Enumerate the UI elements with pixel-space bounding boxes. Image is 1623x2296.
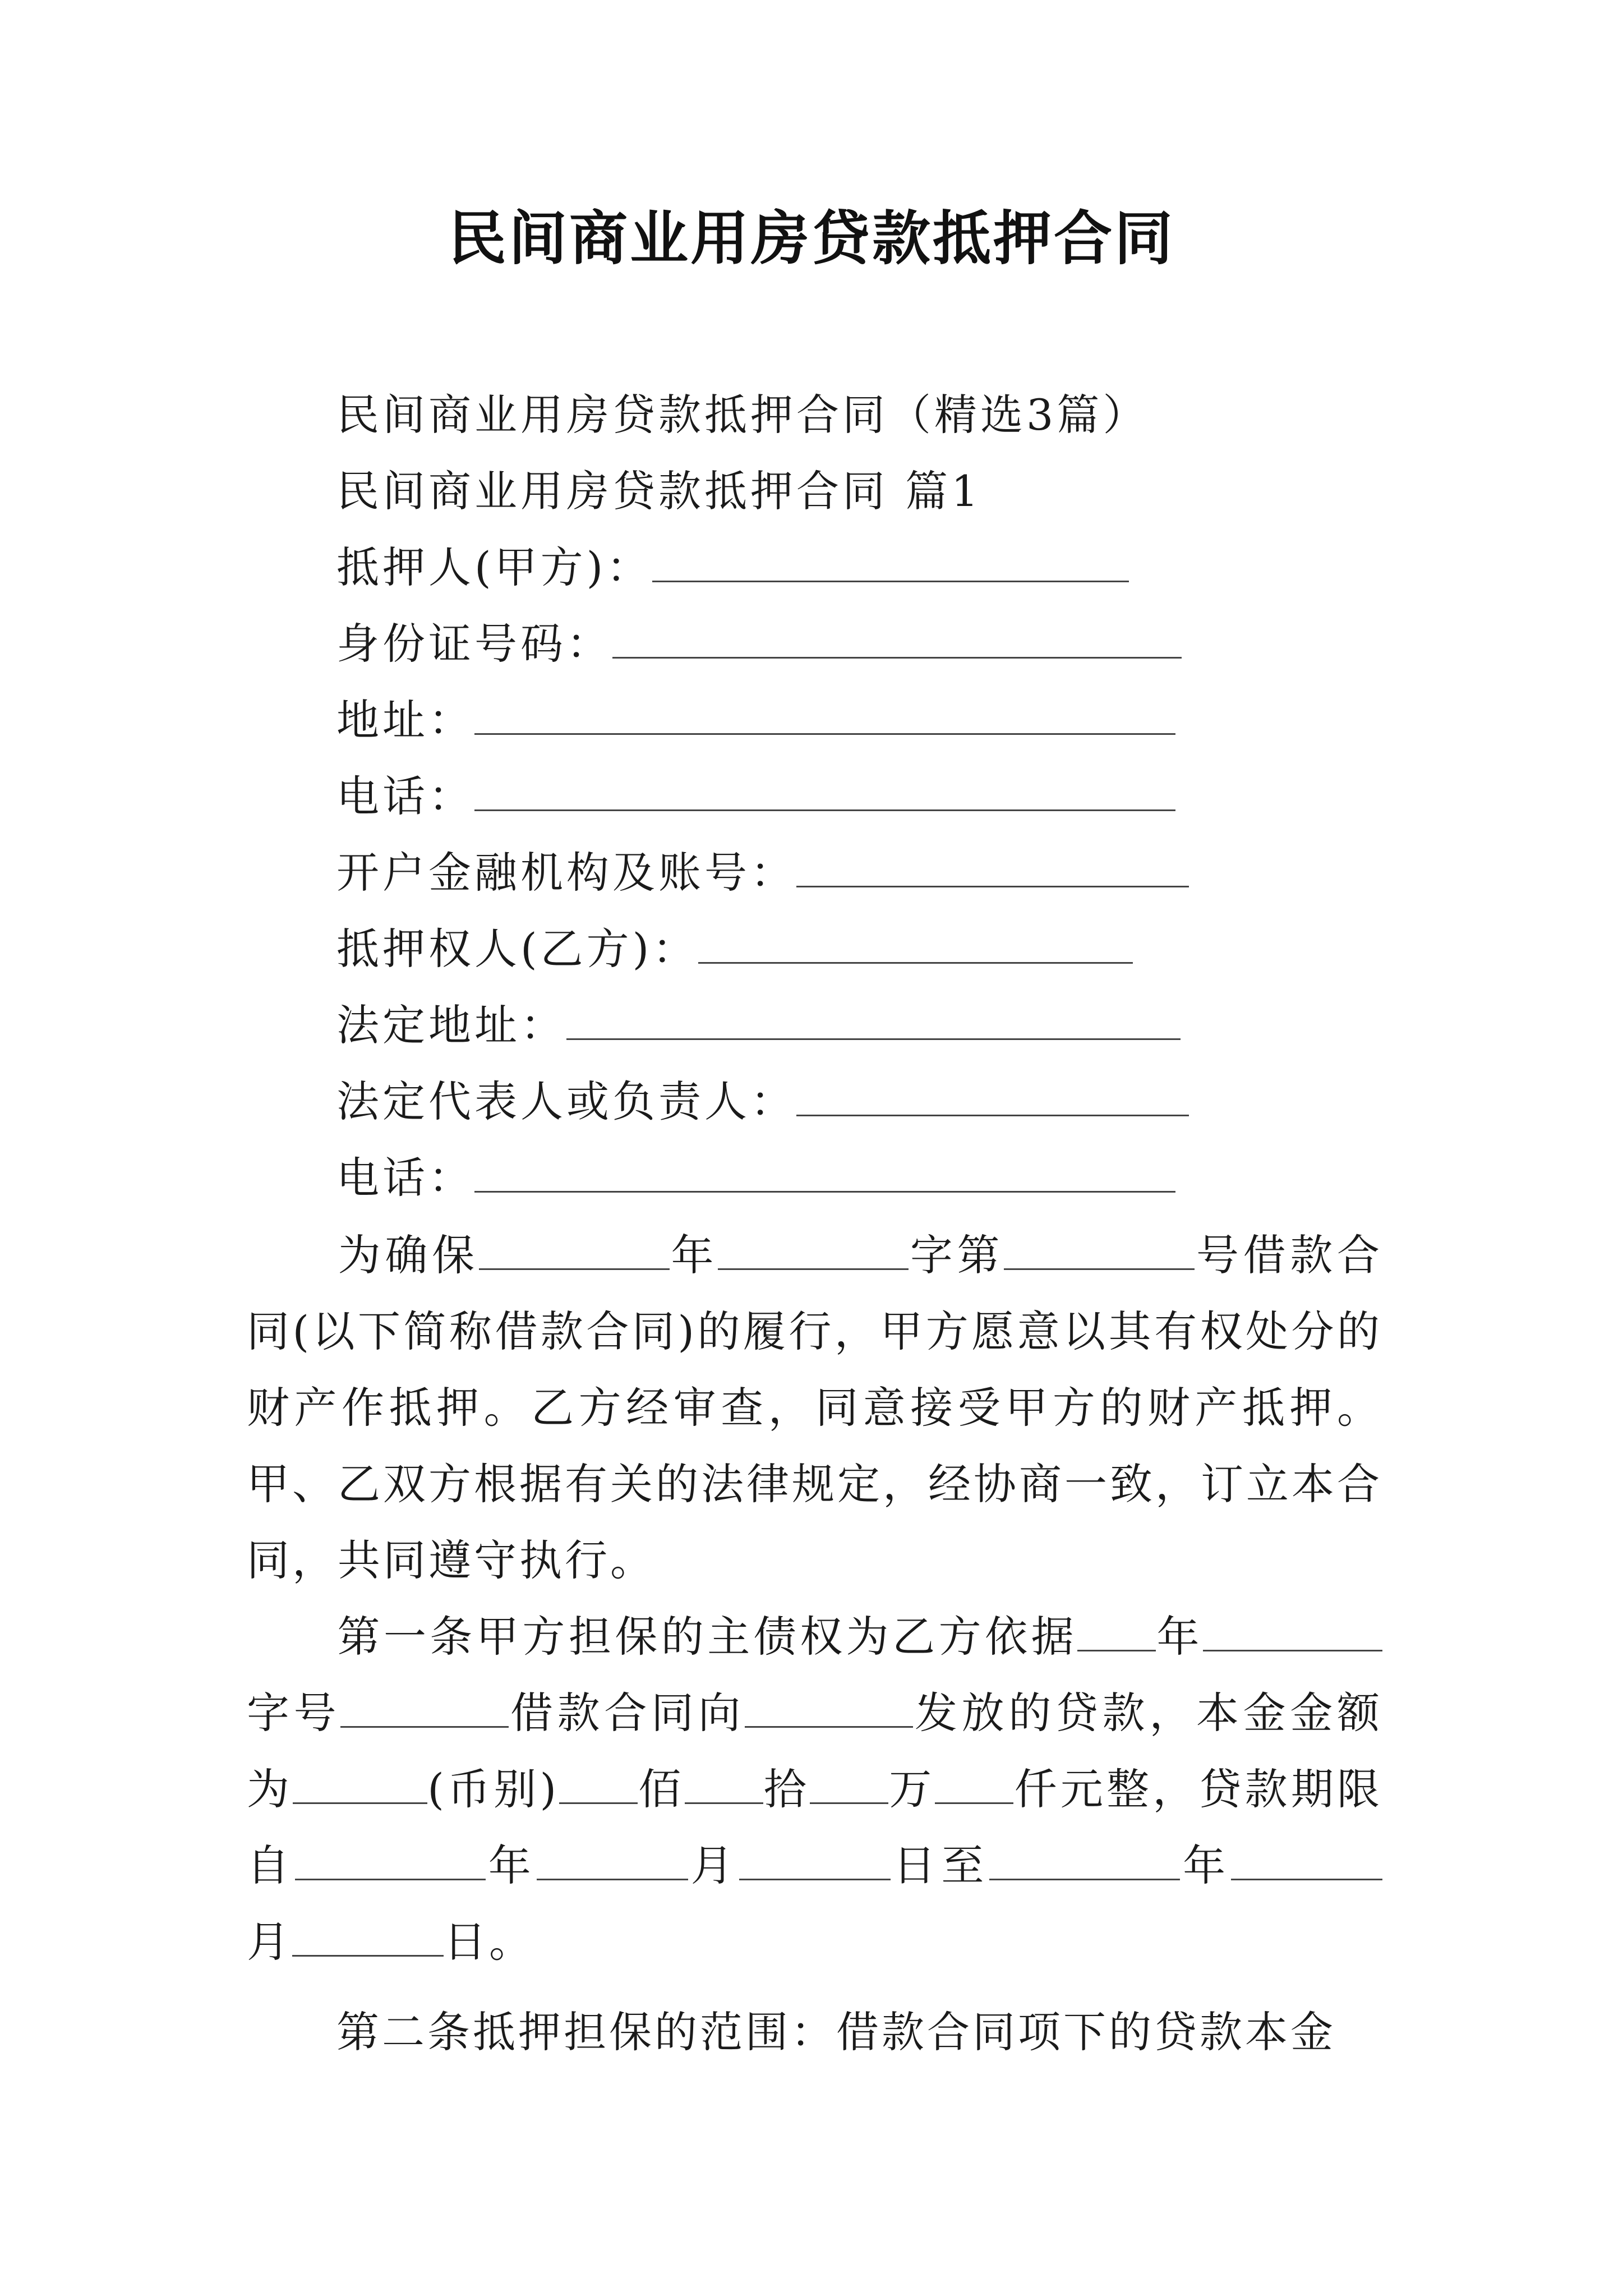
blank-line (935, 1763, 1013, 1804)
document-subtitle: 民间商业用房贷款抵押合同（精选3篇） (336, 390, 1149, 440)
blank-line (537, 1839, 688, 1880)
field-phone-a (336, 769, 1175, 825)
document-title: 民间商业用房贷款抵押合同 (448, 204, 1175, 273)
field-mortgagee (336, 921, 1133, 977)
blank-line (652, 541, 1129, 582)
blank-line (796, 1075, 1189, 1116)
blank-line (989, 1839, 1180, 1880)
blank-line (566, 999, 1181, 1040)
blank-line (612, 618, 1182, 659)
field-label: 开户金融机构及账号： (336, 848, 796, 898)
blank-line (1004, 1229, 1195, 1270)
blank-line (340, 1687, 509, 1728)
blank-line (698, 923, 1133, 964)
field-phone-b (336, 1150, 1175, 1206)
blank-line (685, 1763, 763, 1804)
field-legal-address (336, 997, 1181, 1053)
field-id-number (336, 616, 1182, 672)
field-label: 身份证号码： (336, 619, 612, 669)
field-label: 抵押权人(乙方)： (336, 924, 699, 974)
field-label: 抵押人(甲方)： (336, 542, 653, 592)
blank-line (474, 694, 1175, 735)
section-heading: 民间商业用房贷款抵押合同 篇1 (336, 466, 982, 516)
blank-line (295, 1839, 486, 1880)
field-address (336, 692, 1175, 748)
field-bank-account (336, 845, 1189, 901)
blank-line (293, 1763, 427, 1804)
blank-line (745, 1687, 913, 1728)
blank-line (810, 1763, 888, 1804)
field-label: 电话： (336, 771, 474, 821)
blank-line (292, 1916, 444, 1957)
blank-line (474, 1152, 1175, 1193)
blank-line (718, 1229, 909, 1270)
blank-line (474, 770, 1175, 811)
blank-line (739, 1839, 891, 1880)
blank-line (1203, 1611, 1382, 1651)
paragraph-article-1: 第一条甲方担保的主债权为乙方依据 年字号 借款合同向 发放的贷款，本金金额为 (币别) 佰 拾 万 仟元整，贷款期限自 年 月 日至 年月 日。 (247, 1612, 1383, 1967)
field-legal-representative (336, 1074, 1189, 1130)
field-label: 地址： (336, 695, 474, 745)
paragraph-preamble: 为确保 年 字第 号借款合同(以下简称借款合同)的履行，甲方愿意以其有权处分的财产作抵押。乙方经审查，同意接受甲方的财产抵押。甲、乙双方根据有关的法律规定，经协商一致，订立本合同，共同遵守执行。 (247, 1230, 1383, 1585)
field-label: 法定地址： (336, 1000, 566, 1050)
blank-line (479, 1229, 670, 1270)
blank-line (1077, 1611, 1156, 1651)
field-label: 法定代表人或负责人： (336, 1076, 796, 1126)
blank-line (559, 1763, 638, 1804)
paragraph-article-2: 第二条抵押担保的范围：借款合同项下的贷款本金 (336, 2007, 1336, 2057)
field-mortgagor (336, 540, 1129, 596)
field-label: 电话： (336, 1153, 474, 1203)
blank-line (796, 846, 1189, 887)
blank-line (1231, 1839, 1382, 1880)
